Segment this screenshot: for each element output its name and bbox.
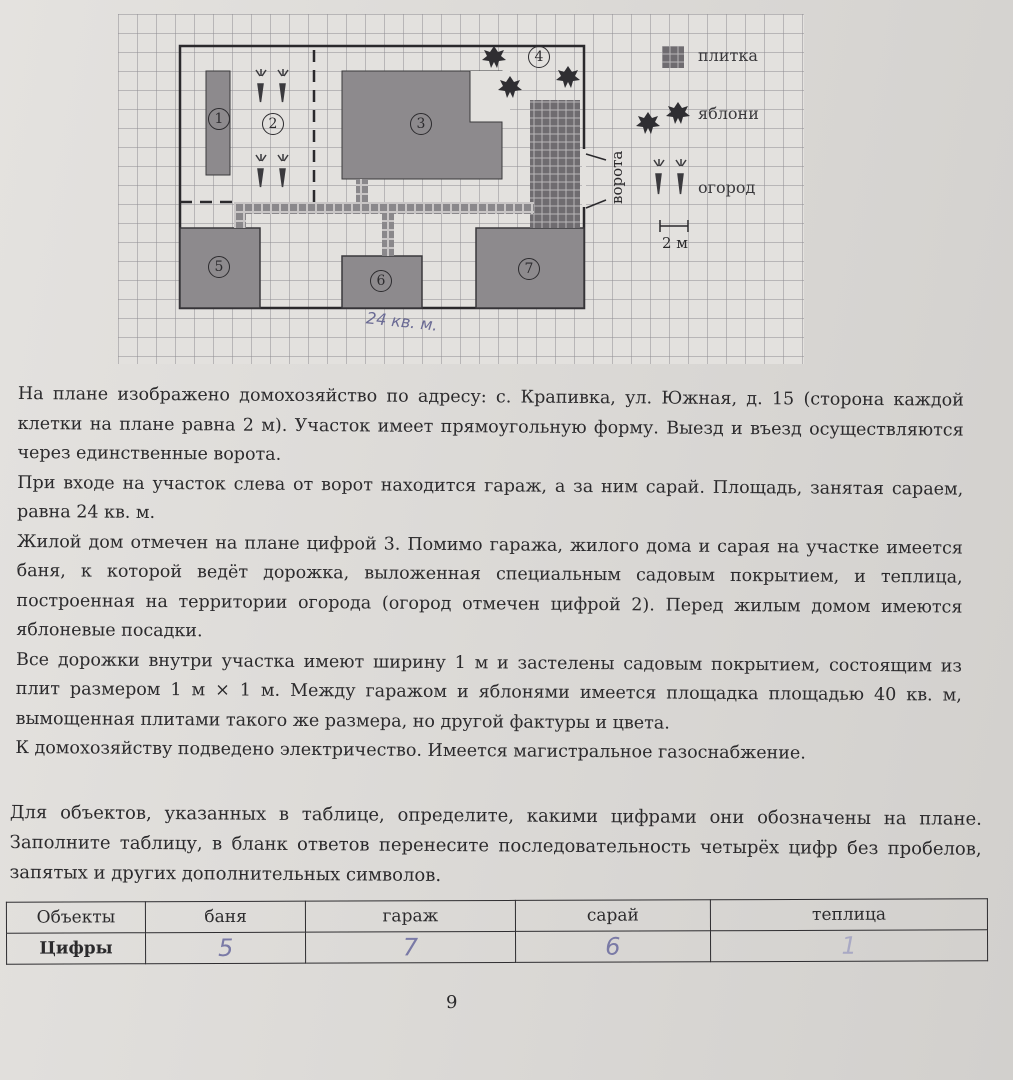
answer-cell[interactable]: 5 bbox=[146, 932, 306, 964]
object-cell: баня bbox=[145, 901, 305, 933]
paragraph-3: Жилой дом отмечен на плане цифрой 3. Помимо гаража, жилого дома и сарая на участке имеется баня, к которой ведёт дорожка, выложенная специальным садовым покрытием, и теплица, построенная на территории огорода (огород отмечен цифрой 2). Перед жилым домом имеются яблоневые посадки. bbox=[16, 531, 963, 642]
object-cell: теплица bbox=[711, 899, 988, 931]
table-row-digits bbox=[7, 930, 988, 964]
plan-number-3: 3 bbox=[410, 113, 432, 135]
gate-label: ворота bbox=[608, 150, 626, 204]
page-number: 9 bbox=[446, 992, 458, 1013]
paragraph-1: На плане изображено домохозяйство по адресу: с. Крапивка, ул. Южная, д. 15 (сторона каждой клетки на плане равна 2 м). Участок имеет прямоугольную форму. Выезд и въезд осуществляются через единственные ворота. bbox=[17, 383, 964, 465]
answer-cell[interactable]: 1 bbox=[711, 930, 988, 962]
task-instruction: Для объектов, указанных в таблице, определите, какими цифрами они обозначены на плане. Заполните таблицу, в бланк ответов перенесите последовательность четырёх цифр без пробелов, запятых и других дополнительных символов. bbox=[9, 801, 982, 887]
plan-number-2: 2 bbox=[262, 113, 284, 135]
task-text bbox=[9, 798, 982, 895]
legend-tiles-label: плитка bbox=[698, 46, 758, 65]
table-row-objects bbox=[6, 899, 987, 933]
paragraph-5: К домохозяйству подведено электричество. Имеется магистральное газоснабжение. bbox=[15, 737, 806, 764]
legend-apples-label: яблони bbox=[698, 104, 759, 123]
row-label-digits: Цифры bbox=[7, 933, 146, 964]
plan-number-6: 6 bbox=[370, 270, 392, 292]
scale-label: 2 м bbox=[662, 234, 688, 252]
tiled-area bbox=[530, 100, 580, 228]
handwritten-note: 24 кв. м. bbox=[365, 308, 439, 335]
answer-cell[interactable]: 7 bbox=[306, 931, 515, 963]
plan-number-7: 7 bbox=[518, 258, 540, 280]
object-cell: сарай bbox=[515, 900, 711, 932]
paragraph-2: При входе на участок слева от ворот находится гараж, а за ним сарай. Площадь, занятая сараем, равна 24 кв. м. bbox=[17, 472, 964, 523]
answer-table bbox=[6, 898, 988, 964]
plan-number-4: 4 bbox=[528, 46, 550, 68]
site-plan bbox=[118, 14, 804, 364]
object-cell: гараж bbox=[306, 900, 515, 932]
paragraph-4: Все дорожки внутри участка имеют ширину 1 м и застелены садовым покрытием, состоящим из плит размером 1 м × 1 м. Между гаражом и яблонями имеется площадка площадью 40 кв. м, вымощенная плитами такого же размера, но другой фактуры и цвета. bbox=[15, 649, 963, 734]
answer-cell[interactable]: 6 bbox=[515, 931, 711, 963]
problem-text bbox=[15, 380, 964, 770]
row-label-objects: Объекты bbox=[6, 902, 145, 933]
tile-legend-icon bbox=[662, 46, 684, 68]
plan-number-5: 5 bbox=[208, 256, 230, 278]
legend-garden-label: огород bbox=[698, 178, 756, 197]
plan-number-1: 1 bbox=[208, 108, 230, 130]
